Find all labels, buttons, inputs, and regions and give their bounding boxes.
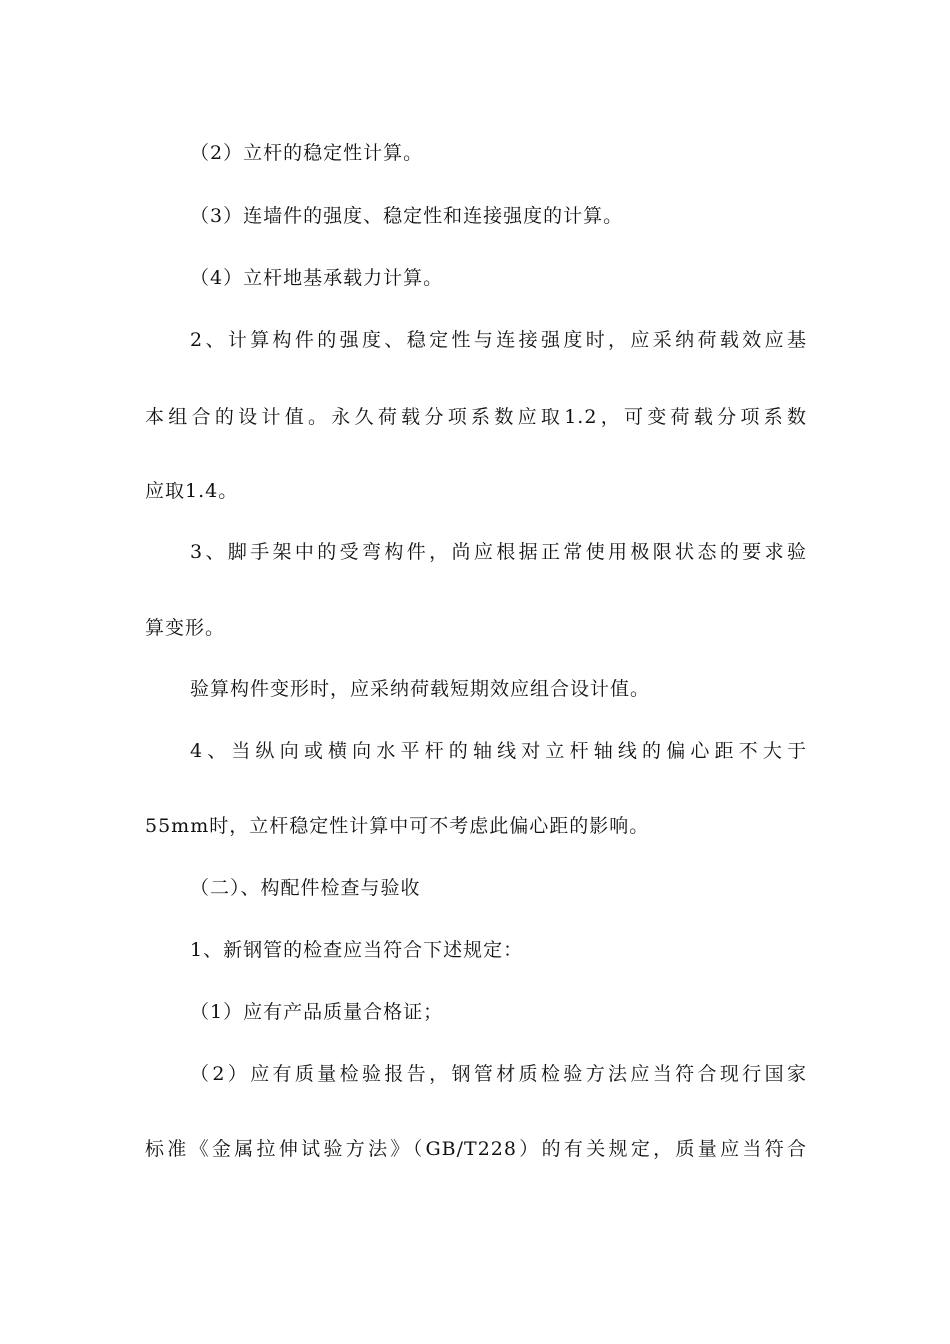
text-line-6: 应取1.4。 bbox=[145, 480, 239, 502]
text-line-13: 1、新钢管的检查应当符合下述规定： bbox=[190, 939, 524, 961]
text-line-16: 标准《金属拉伸试验方法》（GB/T228）的有关规定，质量应当符合 bbox=[145, 1138, 807, 1160]
text-line-14: （1）应有产品质量合格证； bbox=[190, 1001, 444, 1023]
text-line-2: （3）连墙件的强度、稳定性和连接强度的计算。 bbox=[190, 205, 624, 227]
text-line-12: （二）、构配件检查与验收 bbox=[190, 877, 421, 899]
text-line-3: （4）立杆地基承载力计算。 bbox=[190, 267, 444, 289]
text-line-8: 算变形。 bbox=[145, 617, 226, 639]
text-line-5: 本组合的设计值。永久荷载分项系数应取1.2，可变荷载分项系数 bbox=[145, 406, 807, 428]
text-line-1: （2）立杆的稳定性计算。 bbox=[190, 142, 424, 164]
text-line-7: 3、脚手架中的受弯构件，尚应根据正常使用极限状态的要求验 bbox=[190, 541, 807, 563]
text-line-11: 55mm时，立杆稳定性计算中可不考虑此偏心距的影响。 bbox=[145, 815, 650, 837]
text-line-4: 2、计算构件的强度、稳定性与连接强度时，应采纳荷载效应基 bbox=[190, 329, 807, 351]
text-line-10: 4、当纵向或横向水平杆的轴线对立杆轴线的偏心距不大于 bbox=[190, 740, 807, 762]
text-line-9: 验算构件变形时，应采纳荷载短期效应组合设计值。 bbox=[190, 678, 651, 700]
text-line-15: （2）应有质量检验报告，钢管材质检验方法应当符合现行国家 bbox=[190, 1063, 807, 1085]
